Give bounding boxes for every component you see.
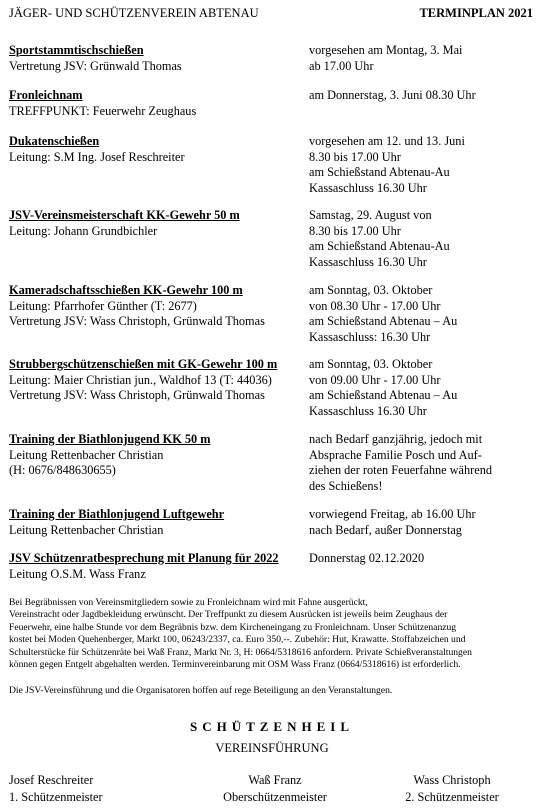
signature-role: 2. Schützenmeister: [405, 790, 499, 804]
signature-name: Josef Reschreiter: [9, 773, 94, 787]
event-note: des Schießens!: [309, 478, 383, 493]
event-title: Kameradschaftsschießen KK-Gewehr 100 m: [9, 283, 243, 297]
event-cash-close: Kassaschluss 16.30 Uhr: [309, 254, 427, 269]
event-info: TREFFPUNKT: Feuerwehr Zeughaus: [9, 103, 197, 118]
event-location: am Schießstand Abtenau – Au: [309, 314, 458, 328]
event-date: am Donnerstag, 3. Juni 08.30 Uhr: [309, 88, 476, 102]
event-title: Strubbergschützenschießen mit GK-Gewehr 100 m: [9, 357, 278, 371]
event-date: am Sonntag, 03. Oktober: [309, 357, 433, 371]
event-note: Absprache Familie Posch und Auf-: [309, 447, 482, 462]
event-info: (H: 0676/848630655): [9, 463, 116, 477]
plan-title: TERMINPLAN 2021: [419, 6, 533, 20]
event-note: nach Bedarf ganzjährig, jedoch mit: [309, 432, 483, 446]
event-date: Donnerstag 02.12.2020: [309, 551, 425, 565]
event-date: Samstag, 29. August von: [309, 208, 432, 222]
event-location: am Schießstand Abtenau-Au: [309, 165, 450, 179]
event-time: von 08.30 Uhr - 17.00 Uhr: [309, 298, 441, 313]
event-info: Leitung: S.M Ing. Josef Reschreiter: [9, 149, 185, 164]
event-info: Leitung: Johann Grundbichler: [9, 223, 158, 238]
event-title: Dukatenschießen: [9, 134, 100, 148]
board-label: VEREINSFÜHRUNG: [215, 741, 329, 755]
event-date: vorgesehen am Montag, 3. Mai: [309, 43, 463, 57]
signature-name: Wass Christoph: [413, 773, 491, 787]
notes-paragraph: [9, 597, 539, 671]
event-title: Sportstammtischschießen: [9, 43, 144, 57]
event-date: vorgesehen am 12. und 13. Juni: [309, 134, 465, 148]
event-note: nach Bedarf, außer Donnerstag: [309, 522, 462, 537]
event-info: Leitung Rettenbacher Christian: [9, 447, 164, 462]
event-info: Vertretung JSV: Wass Christoph, Grünwald Thomas: [9, 388, 265, 402]
note-line: können gegen Entgelt abgehalten werden. Terminvereinbarung mit OSM Wass Franz (0664/5318616) ist erforderlich.: [9, 659, 461, 671]
signature-block: [387, 772, 517, 806]
event-note: ziehen der roten Feuerfahne während: [309, 463, 492, 477]
closing-greeting: SCHÜTZENHEIL: [189, 719, 355, 734]
event-info: Leitung: Pfarrhofer Günther (T: 2677): [9, 298, 197, 313]
event-info: Leitung O.S.M. Wass Franz: [9, 566, 146, 581]
signature-name: Waß Franz: [248, 773, 302, 787]
event-info: Leitung Rettenbacher Christian: [9, 522, 164, 537]
event-title: Training der Biathlonjugend KK 50 m: [9, 432, 211, 446]
signature-role: Oberschützenmeister: [223, 790, 327, 804]
event-time: von 09.00 Uhr - 17.00 Uhr: [309, 372, 441, 387]
note-line: kostet bei Moden Quehenberger, Markt 100, 06243/2337, ca. Euro 350,--. Zubehör: Hut, Krawatte. Stoffabzeichen und: [9, 634, 466, 646]
event-title: JSV Schützenratbesprechung mit Planung für 2022: [9, 551, 279, 565]
event-info: Leitung: Maier Christian jun., Waldhof 13 (T: 44036): [9, 372, 272, 387]
event-time: 8.30 bis 17.00 Uhr: [309, 149, 401, 164]
event-date: am Sonntag, 03. Oktober: [309, 283, 433, 297]
signature-role: 1. Schützenmeister: [9, 790, 103, 804]
closing-note: [9, 685, 539, 697]
event-location: am Schießstand Abtenau – Au: [309, 388, 458, 402]
event-date: vorwiegend Freitag, ab 16.00 Uhr: [309, 507, 476, 521]
signature-block: [9, 772, 129, 806]
event-cash-close: Kassaschluss 16.30 Uhr: [309, 403, 427, 418]
note-line: Die JSV-Vereinsführung und die Organisatoren hoffen auf rege Beteiligung an den Veranstaltungen.: [9, 685, 393, 696]
note-line: Vereinstracht oder Jagdbekleidung erwünscht. Der Treffpunkt zu diesem Ausrücken ist jeweils beim Zeughaus der: [9, 609, 448, 621]
event-location: am Schießstand Abtenau-Au: [309, 239, 450, 253]
note-line: Feuerwehr, eine halbe Stunde vor dem Begräbnis bzw. dem Kircheneingang zu Fronleichnam. Unser Schützenanzug: [9, 621, 457, 633]
event-title: Training der Biathlonjugend Luftgewehr: [9, 507, 225, 521]
event-title: Fronleichnam: [9, 88, 83, 102]
organization-name: JÄGER- UND SCHÜTZENVEREIN ABTENAU: [9, 6, 259, 20]
event-info: Vertretung JSV: Wass Christoph, Grünwald Thomas: [9, 314, 265, 328]
event-title: JSV-Vereinsmeisterschaft KK-Gewehr 50 m: [9, 208, 240, 222]
event-time: ab 17.00 Uhr: [309, 58, 374, 73]
note-line: Bei Begräbnissen von Vereinsmitgliedern sowie zu Fronleichnam wird mit Fahne ausgerückt,: [9, 597, 368, 608]
note-line: Schulterstücke für Schützenräte bei Waß Franz, Markt Nr. 3, H: 0664/5318616 anfordern. Private Schießveranstaltungen: [9, 646, 472, 658]
event-time: 8.30 bis 17.00 Uhr: [309, 223, 401, 238]
event-cash-close: Kassaschluss: 16.30 Uhr: [309, 329, 431, 344]
event-info: Vertretung JSV: Grünwald Thomas: [9, 58, 182, 73]
event-cash-close: Kassaschluss 16.30 Uhr: [309, 180, 427, 195]
signature-block: [205, 772, 345, 806]
